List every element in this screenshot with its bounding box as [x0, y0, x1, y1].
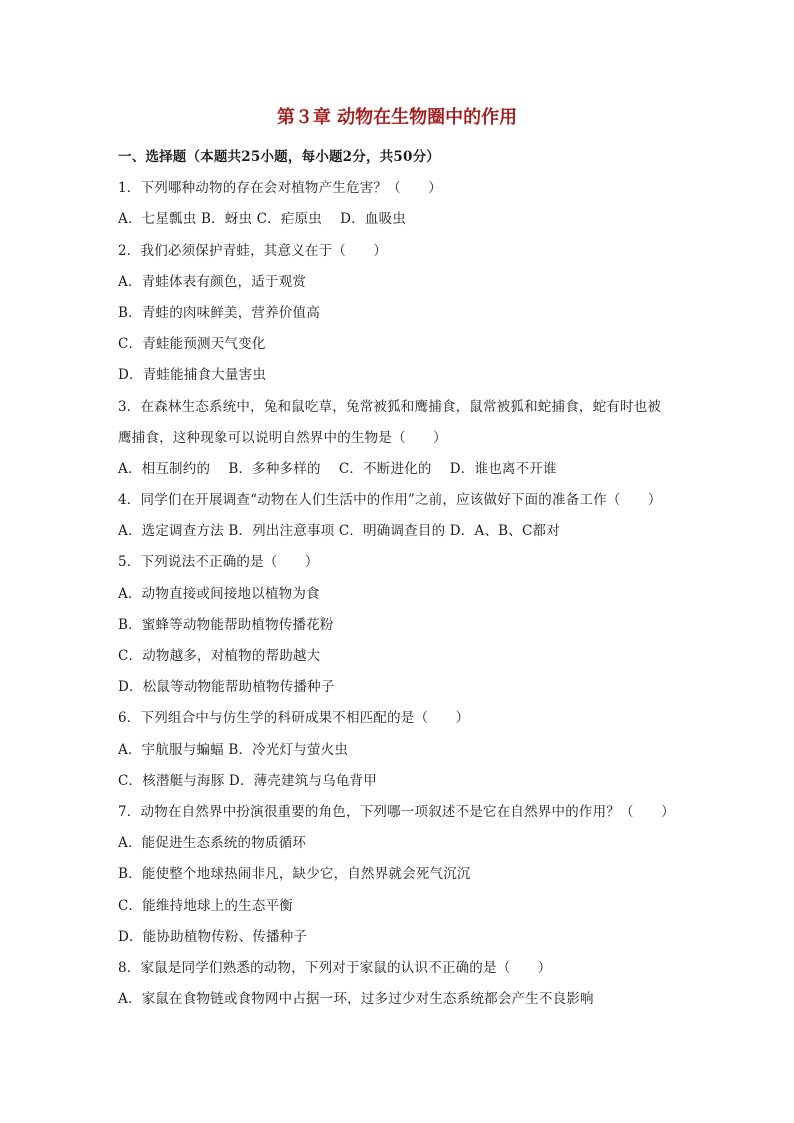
question-6-options-ab: A．宇航服与蝙蝠 B．冷光灯与萤火虫 — [118, 741, 349, 758]
question-7-option-b: B．能使整个地球热闹非凡，缺少它，自然界就会死气沉沉 — [118, 866, 471, 883]
question-7-option-a: A．能促进生态系统的物质循环 — [118, 835, 307, 852]
question-3-line-1: 3．在森林生态系统中，兔和鼠吃草，兔常被狐和鹰捕食，鼠常被狐和蛇捕食，蛇有时也被 — [118, 398, 662, 415]
question-list — [118, 142, 698, 1015]
question-2-option-a: A．青蛙体表有颜色，适于观赏 — [118, 273, 307, 290]
question-2-option-d: D．青蛙能捕食大量害虫 — [118, 367, 267, 384]
question-5-option-a: A．动物直接或间接地以植物为食 — [118, 585, 320, 602]
question-1: 1．下列哪种动物的存在会对植物产生危害？（ ） — [118, 180, 442, 197]
question-1-options: A．七星瓢虫 B．蚜虫 C．疟原虫 D．血吸虫 — [118, 211, 406, 228]
section-heading: 一、选择题（本题共25小题，每小题2分，共50分） — [118, 149, 440, 165]
question-7-option-c: C．能维持地球上的生态平衡 — [118, 897, 293, 914]
question-5-option-d: D．松鼠等动物能帮助植物传播种子 — [118, 679, 335, 696]
question-7-option-d: D．能协助植物传粉、传播种子 — [118, 928, 308, 945]
page-title: 第３章 动物在生物圈中的作用 — [276, 107, 518, 128]
question-8-option-a: A．家鼠在食物链或食物网中占据一环，过多过少对生态系统都会产生不良影响 — [118, 991, 594, 1008]
question-5-option-c: C．动物越多，对植物的帮助越大 — [118, 648, 321, 664]
question-6-options-cd: C．核潜艇与海豚 D．薄壳建筑与乌龟背甲 — [118, 772, 377, 789]
question-2: 2．我们必须保护青蛙，其意义在于（ ） — [118, 242, 388, 259]
question-3-line-2: 鹰捕食，这种现象可以说明自然界中的生物是（ ） — [118, 429, 447, 446]
question-5: 5．下列说法不正确的是（ ） — [118, 554, 319, 571]
question-3-options: A．相互制约的 B．多种多样的 C．不断进化的 D．谁也离不开谁 — [118, 460, 557, 477]
question-4-options: A．选定调查方法 B．列出注意事项 C．明确调查目的 D．A、B、C都对 — [118, 523, 560, 540]
question-4: 4．同学们在开展调查“动物在人们生活中的作用”之前，应该做好下面的准备工作（ ） — [118, 492, 662, 509]
question-8: 8．家鼠是同学们熟悉的动物，下列对于家鼠的认识不正确的是（ ） — [118, 959, 552, 976]
question-5-option-b: B．蜜蜂等动物能帮助植物传播花粉 — [118, 616, 334, 633]
question-2-option-c: C．青蛙能预测天气变化 — [118, 336, 266, 353]
question-7: 7．动物在自然界中扮演很重要的角色，下列哪一项叙述不是它在自然界中的作用？（ ） — [118, 803, 675, 820]
question-2-option-b: B．青蛙的肉味鲜美，营养价值高 — [118, 304, 320, 321]
question-6: 6．下列组合中与仿生学的科研成果不相匹配的是（ ） — [118, 710, 470, 727]
